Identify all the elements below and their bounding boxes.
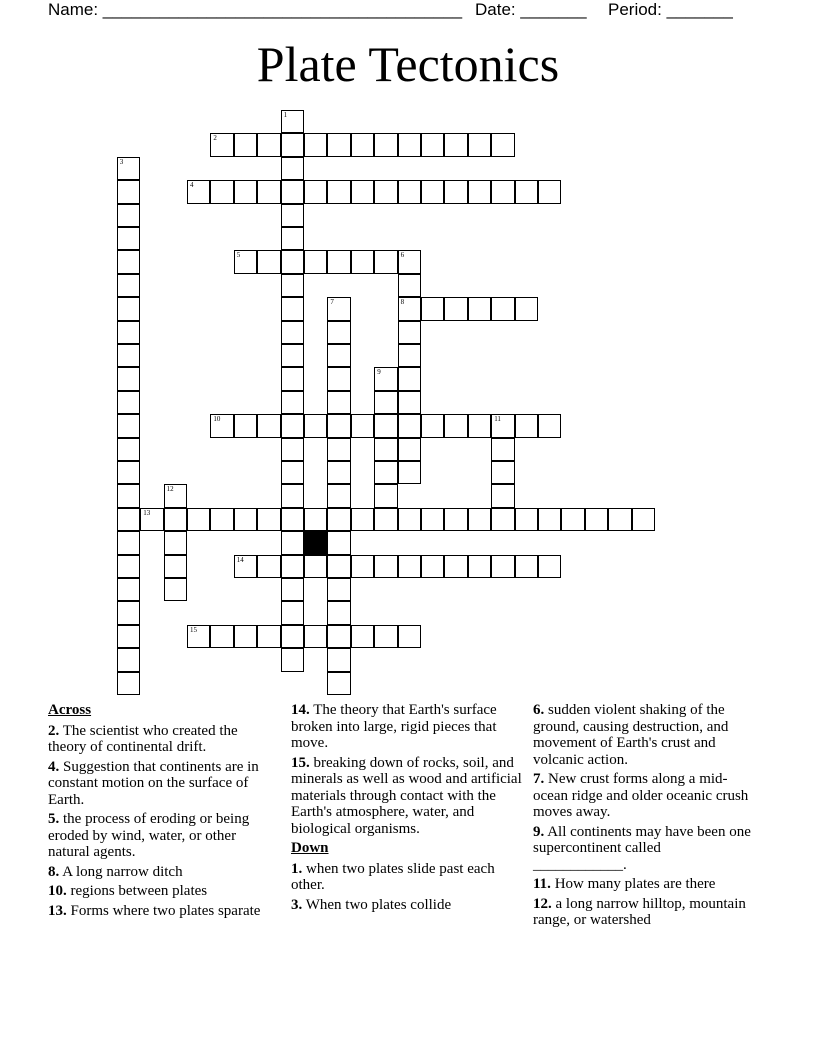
clues-column-3: [533, 702, 758, 932]
crossword-cell[interactable]: [164, 555, 187, 578]
crossword-cell[interactable]: [117, 367, 140, 390]
crossword-cell[interactable]: [515, 297, 538, 320]
crossword-cell[interactable]: [468, 180, 491, 203]
crossword-cell[interactable]: [608, 508, 631, 531]
crossword-cell[interactable]: [327, 531, 350, 554]
clue-number: 4: [190, 181, 194, 190]
crossword-cell[interactable]: [398, 438, 421, 461]
crossword-cell[interactable]: [281, 648, 304, 671]
crossword-cell[interactable]: [304, 180, 327, 203]
crossword-cell[interactable]: [281, 461, 304, 484]
crossword-cell[interactable]: [210, 133, 233, 156]
crossword-cell[interactable]: [117, 508, 140, 531]
clue-number: 5: [236, 251, 241, 260]
crossword-cell[interactable]: [444, 180, 467, 203]
crossword-cell[interactable]: [117, 461, 140, 484]
crossword-cell[interactable]: [398, 250, 421, 273]
crossword-cell[interactable]: [398, 508, 421, 531]
crossword-cell[interactable]: [374, 508, 397, 531]
crossword-cell[interactable]: [117, 648, 140, 671]
clue-number: 7: [330, 298, 334, 307]
crossword-cell[interactable]: [585, 508, 608, 531]
crossword-cell[interactable]: [444, 414, 467, 437]
across-clue-5: 5. the process of eroding or being eroded by wind, water, or other natural agents.: [48, 811, 250, 860]
crossword-cell[interactable]: [374, 555, 397, 578]
crossword-cell[interactable]: [281, 578, 304, 601]
crossword-cell[interactable]: [234, 133, 257, 156]
crossword-cell[interactable]: [374, 180, 397, 203]
across-clue-8: 8. A long narrow ditch: [48, 863, 183, 880]
crossword-cell[interactable]: [117, 391, 140, 414]
crossword-cell[interactable]: [491, 484, 514, 507]
crossword-cell[interactable]: [327, 555, 350, 578]
crossword-cell[interactable]: [117, 227, 140, 250]
crossword-cell[interactable]: [281, 531, 304, 554]
crossword-cell[interactable]: [351, 555, 374, 578]
crossword-cell[interactable]: [444, 508, 467, 531]
crossword-cell[interactable]: [234, 180, 257, 203]
crossword-cell[interactable]: [187, 508, 210, 531]
crossword-cell[interactable]: [327, 484, 350, 507]
crossword-cell[interactable]: [538, 555, 561, 578]
crossword-cell[interactable]: [327, 367, 350, 390]
crossword-cell[interactable]: [374, 250, 397, 273]
crossword-cell[interactable]: [515, 414, 538, 437]
crossword-cell[interactable]: [234, 625, 257, 648]
crossword-cell[interactable]: [117, 555, 140, 578]
crossword-cell[interactable]: [327, 344, 350, 367]
clue-number: 11: [494, 415, 501, 424]
crossword-cell[interactable]: [327, 414, 350, 437]
crossword-cell[interactable]: [281, 297, 304, 320]
crossword-cell[interactable]: [515, 508, 538, 531]
clue-number: 3: [119, 157, 124, 166]
down-clue-11: 11. How many plates are there: [533, 876, 716, 892]
crossword-cell[interactable]: [374, 625, 397, 648]
crossword-cell[interactable]: [304, 555, 327, 578]
crossword-cell[interactable]: [281, 274, 304, 297]
crossword-cell[interactable]: [374, 414, 397, 437]
crossword-cell[interactable]: [632, 508, 655, 531]
crossword-cell[interactable]: [281, 391, 304, 414]
down-clue-1: 1. when two plates slide past each other.: [291, 860, 495, 893]
crossword-cell[interactable]: [117, 204, 140, 227]
crossword-cell[interactable]: [398, 414, 421, 437]
crossword-cell[interactable]: [281, 344, 304, 367]
crossword-cell[interactable]: [304, 625, 327, 648]
crossword-cell[interactable]: [468, 297, 491, 320]
date-field[interactable]: Date: _______: [475, 0, 587, 19]
clues-column-2: [291, 702, 523, 916]
crossword-cell[interactable]: [398, 461, 421, 484]
crossword-cell[interactable]: [234, 508, 257, 531]
crossword-cell[interactable]: [164, 508, 187, 531]
crossword-cell[interactable]: [491, 438, 514, 461]
down-clue-7: 7. New crust forms along a mid-ocean ridge and older oceanic crush moves away.: [533, 771, 749, 820]
crossword-cell[interactable]: [398, 625, 421, 648]
crossword-cell[interactable]: [398, 367, 421, 390]
crossword-cell[interactable]: [491, 297, 514, 320]
across-clue-4: 4. Suggestion that continents are in constant motion on the surface of Earth.: [48, 758, 259, 808]
crossword-cell[interactable]: [327, 672, 350, 695]
crossword-cell[interactable]: [327, 438, 350, 461]
clues-column-1: [48, 702, 276, 922]
crossword-cell[interactable]: [327, 461, 350, 484]
crossword-cell[interactable]: [491, 414, 514, 437]
crossword-cell[interactable]: [281, 601, 304, 624]
crossword-cell[interactable]: [234, 555, 257, 578]
crossword-cell[interactable]: [281, 508, 304, 531]
crossword-cell[interactable]: [351, 508, 374, 531]
period-field[interactable]: Period: _______: [608, 0, 733, 19]
crossword-cell[interactable]: [140, 508, 163, 531]
crossword-cell[interactable]: [538, 180, 561, 203]
across-clue-14: 14. The theory that Earth's surface broken into large, rigid pieces that move.: [291, 702, 497, 751]
crossword-cell[interactable]: [164, 531, 187, 554]
crossword-cell[interactable]: [351, 625, 374, 648]
crossword-cell[interactable]: [491, 555, 514, 578]
crossword-cell[interactable]: [117, 157, 140, 180]
crossword-cell[interactable]: [327, 250, 350, 273]
crossword-cell[interactable]: [257, 250, 280, 273]
crossword-cell[interactable]: [398, 133, 421, 156]
crossword-cell[interactable]: [117, 438, 140, 461]
clue-number: 2: [213, 134, 217, 143]
crossword-cell[interactable]: [187, 625, 210, 648]
crossword-cell[interactable]: [468, 555, 491, 578]
crossword-cell[interactable]: [281, 484, 304, 507]
name-field[interactable]: Name: ______________________________________: [48, 0, 463, 19]
crossword-cell[interactable]: [374, 484, 397, 507]
crossword-cell[interactable]: [257, 133, 280, 156]
crossword-cell[interactable]: [374, 367, 397, 390]
crossword-cell[interactable]: [327, 625, 350, 648]
crossword-cell[interactable]: [327, 180, 350, 203]
clue-number: 15: [190, 625, 197, 634]
crossword-cell[interactable]: [210, 508, 233, 531]
crossword-cell[interactable]: [351, 180, 374, 203]
crossword-cell[interactable]: [281, 625, 304, 648]
crossword-cell[interactable]: [327, 508, 350, 531]
down-clue-3: 3. When two plates collide: [291, 896, 452, 913]
crossword-cell[interactable]: [187, 180, 210, 203]
crossword-cell[interactable]: [304, 133, 327, 156]
crossword-cell[interactable]: [281, 204, 304, 227]
crossword-cell[interactable]: [468, 414, 491, 437]
crossword-cell[interactable]: [327, 601, 350, 624]
crossword-cell[interactable]: [117, 601, 140, 624]
crossword-cell[interactable]: [327, 648, 350, 671]
crossword-cell[interactable]: [351, 414, 374, 437]
crossword-cell[interactable]: [304, 414, 327, 437]
clue-number: 9: [377, 368, 381, 377]
crossword-cell[interactable]: [515, 180, 538, 203]
crossword-cell[interactable]: [374, 461, 397, 484]
crossword-cell[interactable]: [117, 484, 140, 507]
crossword-cell[interactable]: [398, 344, 421, 367]
crossword-cell[interactable]: [327, 321, 350, 344]
across-clue-10: 10. regions between plates: [48, 883, 208, 899]
crossword-cell[interactable]: [257, 625, 280, 648]
clue-number: 6: [400, 251, 405, 260]
crossword-cell[interactable]: [327, 133, 350, 156]
down-clue-9: 9. All continents may have been one supercontinent called ____________.: [533, 823, 751, 873]
clue-number: 8: [400, 298, 405, 307]
crossword-cell[interactable]: [538, 414, 561, 437]
crossword-cell[interactable]: [561, 508, 584, 531]
across-clue-13: 13. Forms where two plates sparate: [48, 902, 261, 919]
crossword-cell[interactable]: [164, 484, 187, 507]
crossword-cell[interactable]: [281, 250, 304, 273]
crossword-cell[interactable]: [117, 321, 140, 344]
crossword-cell[interactable]: [468, 508, 491, 531]
crossword-cell[interactable]: [398, 391, 421, 414]
crossword-cell[interactable]: [281, 180, 304, 203]
crossword-cell[interactable]: [491, 508, 514, 531]
crossword-cell[interactable]: [257, 555, 280, 578]
crossword-cell[interactable]: [281, 133, 304, 156]
crossword-cell[interactable]: [117, 274, 140, 297]
crossword-cell[interactable]: [281, 438, 304, 461]
crossword-cell[interactable]: [327, 297, 350, 320]
crossword-cell[interactable]: [468, 133, 491, 156]
crossword-cell[interactable]: [421, 180, 444, 203]
crossword-cell[interactable]: [491, 461, 514, 484]
crossword-cell[interactable]: [421, 133, 444, 156]
crossword-cell[interactable]: [117, 672, 140, 695]
page-title: Plate Tectonics: [256, 36, 560, 92]
crossword-cell[interactable]: [351, 133, 374, 156]
crossword-cell[interactable]: [117, 250, 140, 273]
crossword-cell[interactable]: [164, 578, 187, 601]
down-heading: Down: [291, 840, 329, 856]
black-square: [304, 531, 327, 554]
crossword-cell[interactable]: [398, 297, 421, 320]
down-clue-6: 6. sudden violent shaking of the ground, causing destruction, and movement of Earth's crust and volcanic action.: [533, 702, 729, 768]
clue-number: 14: [236, 555, 244, 564]
crossword-cell[interactable]: [398, 274, 421, 297]
crossword-cell[interactable]: [491, 133, 514, 156]
crossword-cell[interactable]: [117, 180, 140, 203]
across-heading: Across: [48, 702, 92, 718]
crossword-cell[interactable]: [304, 508, 327, 531]
crossword-cell[interactable]: [281, 321, 304, 344]
crossword-cell[interactable]: [117, 578, 140, 601]
crossword-cell[interactable]: [374, 438, 397, 461]
crossword-cell[interactable]: [398, 555, 421, 578]
crossword-cell[interactable]: [327, 578, 350, 601]
crossword-cell[interactable]: [210, 180, 233, 203]
crossword-cell[interactable]: [374, 133, 397, 156]
crossword-cell[interactable]: [210, 625, 233, 648]
crossword-cell[interactable]: [444, 555, 467, 578]
crossword-cell[interactable]: [421, 297, 444, 320]
crossword-cell[interactable]: [444, 297, 467, 320]
crossword-cell[interactable]: [398, 180, 421, 203]
crossword-cell[interactable]: [117, 297, 140, 320]
clue-number: 1: [283, 111, 288, 119]
crossword-cell[interactable]: [515, 555, 538, 578]
crossword-cell[interactable]: [398, 321, 421, 344]
crossword-cell[interactable]: [281, 227, 304, 250]
crossword-cell[interactable]: [281, 157, 304, 180]
crossword-cell[interactable]: [327, 391, 350, 414]
clue-number: 13: [143, 508, 151, 517]
crossword-cell[interactable]: [281, 555, 304, 578]
crossword-cell[interactable]: [351, 250, 374, 273]
across-clue-2: 2. The scientist who created the theory of continental drift.: [48, 722, 238, 755]
down-clue-12: 12. a long narrow hilltop, mountain range, or watershed: [533, 895, 746, 928]
crossword-cell[interactable]: [257, 414, 280, 437]
crossword-cell[interactable]: [117, 531, 140, 554]
crossword-cell[interactable]: [257, 508, 280, 531]
crossword-cell[interactable]: [117, 414, 140, 437]
crossword-cell[interactable]: [281, 110, 304, 133]
crossword-cell[interactable]: [281, 414, 304, 437]
crossword-cell[interactable]: [257, 180, 280, 203]
across-clue-15: 15. breaking down of rocks, soil, and minerals as well as wood and artificial materials through contact with the Earth's atmosphere, water, and biological organisms.: [291, 754, 522, 837]
crossword-cell[interactable]: [421, 555, 444, 578]
crossword-cell[interactable]: [234, 414, 257, 437]
crossword-cell[interactable]: [304, 250, 327, 273]
clue-number: 10: [213, 415, 221, 424]
crossword-cell[interactable]: [421, 508, 444, 531]
crossword-cell[interactable]: [421, 414, 444, 437]
clue-number: 12: [166, 485, 174, 494]
crossword-cell[interactable]: [210, 414, 233, 437]
crossword-cell[interactable]: [234, 250, 257, 273]
crossword-cell[interactable]: [117, 344, 140, 367]
crossword-cell[interactable]: [117, 625, 140, 648]
crossword-cell[interactable]: [281, 367, 304, 390]
crossword-cell[interactable]: [374, 391, 397, 414]
crossword-cell[interactable]: [538, 508, 561, 531]
crossword-cell[interactable]: [444, 133, 467, 156]
crossword-cell[interactable]: [491, 180, 514, 203]
